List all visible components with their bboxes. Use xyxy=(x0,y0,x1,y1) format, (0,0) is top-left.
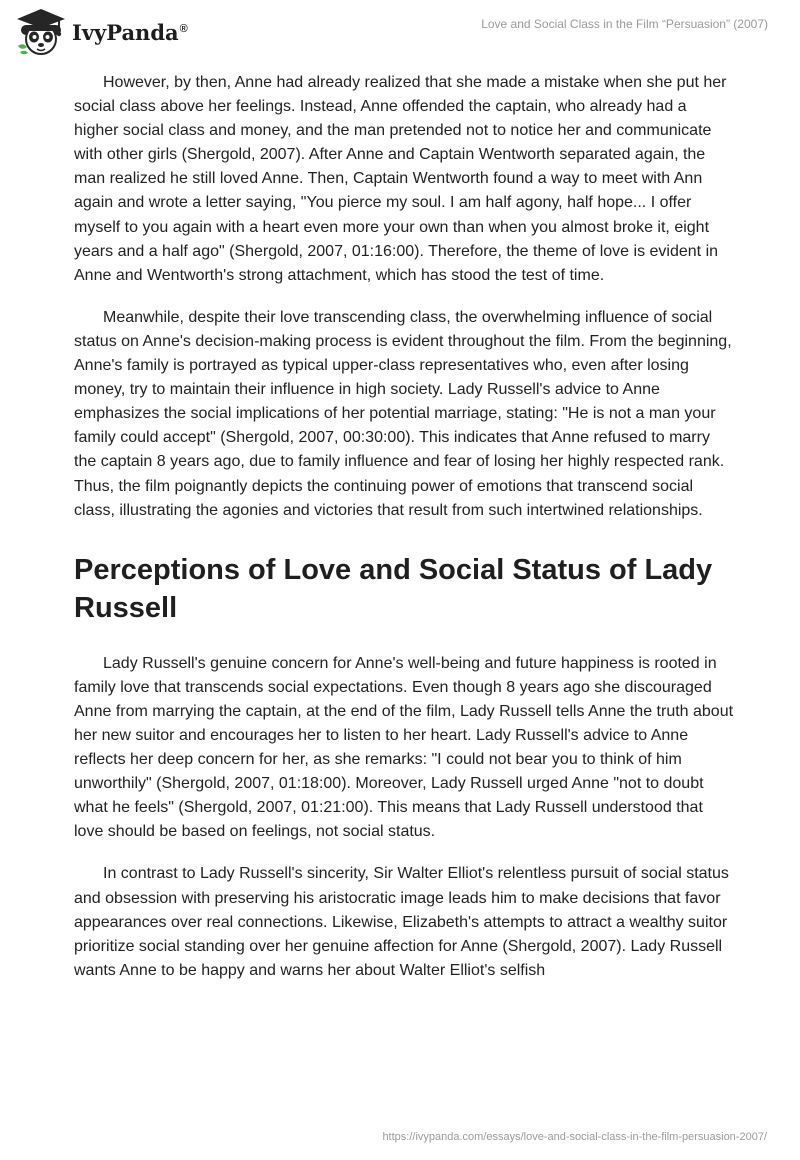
essay-body xyxy=(74,71,734,1001)
source-url[interactable]: https://ivypanda.com/essays/love-and-social-class-in-the-film-persuasion-2007/ xyxy=(382,1131,767,1143)
page-header xyxy=(0,0,800,60)
panda-graduate-icon xyxy=(14,6,68,58)
document-title: Love and Social Class in the Film “Persuasion” (2007) xyxy=(481,17,768,31)
section-heading: Perceptions of Love and Social Status of Lady Russell xyxy=(74,553,713,624)
paragraph: In contrast to Lady Russell's sincerity, Sir Walter Elliot's relentless pursuit of social status and obsession with preserving his aristocratic image leads him to make decisions that favor appearances over real connections. Likewise, Elizabeth's attempts to attract a wealthy suitor prioritize social standing over her genuine affection for Anne (Shergold, 2007). Lady Russell wants Anne to be happy and warns her about Walter Elliot's selfish xyxy=(74,865,729,979)
brand-name: IvyPanda® xyxy=(72,19,188,45)
ivypanda-logo[interactable] xyxy=(14,6,188,58)
paragraph: However, by then, Anne had already realized that she made a mistake when she put her social class above her feelings. Instead, Anne offended the captain, who already had a higher social class and money, and the man pretended not to notice her and communicate with other girls (Shergold, 2007). After Anne and Captain Wentworth separated again, the man realized he still loved Anne. Then, Captain Wentworth found a way to meet with Ann again and wrote a letter saying, "You pierce my soul. I am half agony, half hope... I offer myself to you again with a heart even more your own than when you almost broke it, eight years and a half ago" (Shergold, 2007, 01:16:00). Therefore, the theme of love is evident in Anne and Wentworth's strong attachment, which has stood the test of time. xyxy=(74,74,727,284)
paragraph: Lady Russell's genuine concern for Anne's well-being and future happiness is rooted in family love that transcends social expectations. Even though 8 years ago she discouraged Anne from marrying the captain, at the end of the film, Lady Russell tells Anne the truth about her new suitor and encourages her to listen to her heart. Lady Russell's advice to Anne reflects her deep concern for her, as she remarks: "I could not bear you to think of him unworthily" (Shergold, 2007, 01:18:00). Moreover, Lady Russell urged Anne "not to doubt what he feels" (Shergold, 2007, 01:21:00). This means that Lady Russell understood that love should be based on feelings, not social status. xyxy=(74,654,734,841)
paragraph: Meanwhile, despite their love transcending class, the overwhelming influence of social status on Anne's decision-making process is evident throughout the film. From the beginning, Anne's family is portrayed as typical upper-class representatives who, even after losing money, try to maintain their influence in high society. Lady Russell's advice to Anne emphasizes the social implications of her potential marriage, stating: "He is not a man your family could accept" (Shergold, 2007, 00:30:00). This indicates that Anne refused to marry the captain 8 years ago, due to family influence and fear of losing her highly respected rank. Thus, the film poignantly depicts the continuing power of emotions that transcend social class, illustrating the agonies and victories that result from such intertwined relationships. xyxy=(74,308,732,519)
registered-mark: ® xyxy=(179,22,188,35)
